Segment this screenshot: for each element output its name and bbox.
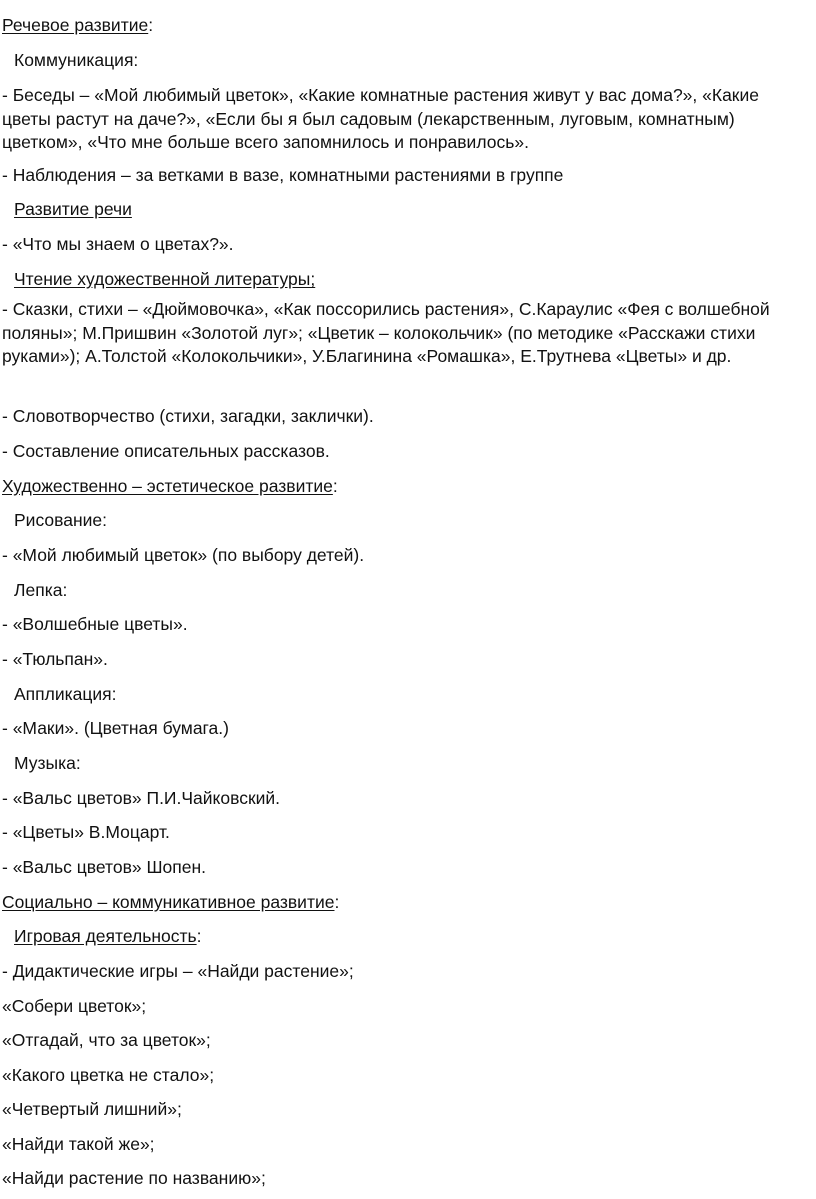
list-item: - «Вальс цветов» П.И.Чайковский. <box>2 788 281 808</box>
list-item: - «Вальс цветов» Шопен. <box>2 857 206 877</box>
section-title: Социально – коммуникативное развитие <box>2 892 335 912</box>
list-item: «Отгадай, что за цветок»; <box>2 1030 211 1050</box>
paragraph-conversations: - Беседы – «Мой любимый цветок», «Какие комнатные растения живут у вас дома?», «Какие цветы растут на даче?», «Если бы я был садовым (лекарственным, луговым, комнатным) цветком», «Что мне больше всего запомнилось и понравилось». <box>2 85 759 152</box>
subheading-play: Игровая деятельность: <box>14 926 202 946</box>
subheading-music: Музыка: <box>14 753 81 773</box>
list-item: - «Волшебные цветы». <box>2 614 188 634</box>
list-item: «Четвертый лишний»; <box>2 1099 182 1119</box>
subheading-communication: Коммуникация: <box>14 50 139 70</box>
section-title: Художественно – эстетическое развитие <box>2 476 333 496</box>
subheading-applique: Аппликация: <box>14 684 117 704</box>
list-item: - «Маки». (Цветная бумага.) <box>2 718 229 738</box>
paragraph-tales: - Сказки, стихи – «Дюймовочка», «Как поссорились растения», С.Караулис «Фея с волшебной поляны»; М.Пришвин «Золотой луг»; «Цветик – колокольчик» (по методике «Расскажи стихи руками»); А.Толстой «Колокольчики», У.Благинина «Ромашка», Е.Трутнева «Цветы» и др. <box>2 299 770 366</box>
paragraph-what-we-know: - «Что мы знаем о цветах?». <box>2 234 234 254</box>
list-item: - Дидактические игры – «Найди растение»; <box>2 961 354 981</box>
list-item: «Найди такой же»; <box>2 1134 155 1154</box>
subheading-reading: Чтение художественной литературы; <box>14 269 316 289</box>
section-heading-speech: Речевое развитие: <box>2 15 154 35</box>
subheading-drawing: Рисование: <box>14 510 107 530</box>
section-heading-social: Социально – коммуникативное развитие: <box>2 892 340 912</box>
list-item: - «Цветы» В.Моцарт. <box>2 822 170 842</box>
paragraph-descriptive: - Составление описательных рассказов. <box>2 441 330 461</box>
paragraph-wordcraft: - Словотворчество (стихи, загадки, заклички). <box>2 406 374 426</box>
list-item: «Найди растение по названию»; <box>2 1168 266 1188</box>
paragraph-observations: - Наблюдения – за ветками в вазе, комнатными растениями в группе <box>2 165 564 185</box>
subheading-speech-development: Развитие речи <box>14 199 132 219</box>
section-title: Речевое развитие <box>2 15 149 35</box>
subheading-modeling: Лепка: <box>14 580 68 600</box>
section-heading-art: Художественно – эстетическое развитие: <box>2 476 338 496</box>
list-item: «Какого цветка не стало»; <box>2 1065 215 1085</box>
list-item: - «Мой любимый цветок» (по выбору детей). <box>2 545 365 565</box>
list-item: «Собери цветок»; <box>2 996 147 1016</box>
list-item: - «Тюльпан». <box>2 649 108 669</box>
